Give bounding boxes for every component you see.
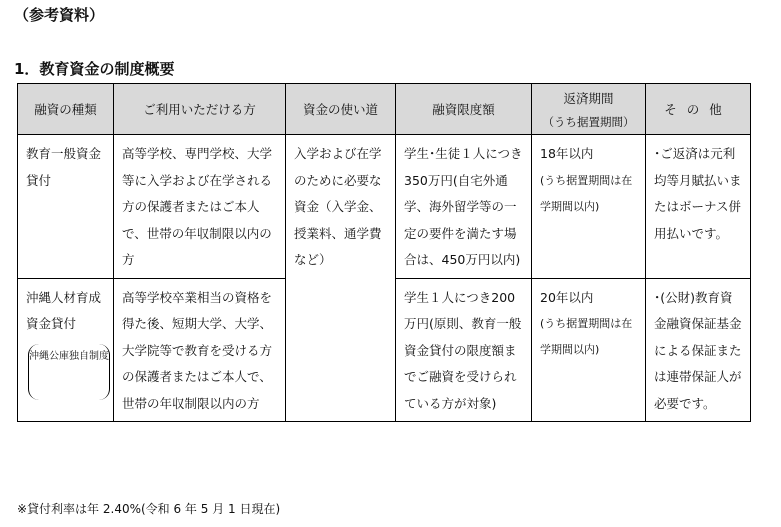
col-header-period	[532, 84, 646, 135]
period-value: 20年以内	[540, 289, 594, 305]
cell-other: ･(公財)教育資金融資保証基金による保証または連帯保証人が必要です。	[646, 278, 751, 422]
table-row	[18, 135, 751, 279]
cell-period	[532, 278, 646, 422]
col-header-period-sub: （うち据置期間）	[542, 114, 635, 129]
cell-type: 教育一般資金貸付	[18, 135, 114, 279]
table-header-row	[18, 84, 751, 135]
col-header-eligible: ご利用いただける方	[114, 84, 286, 135]
cell-limit: 学生１人につき200万円(原則、教育一般資金貸付の限度額までご融資を受けられている方が対象)	[396, 278, 532, 422]
cell-type	[18, 278, 114, 422]
cell-period	[532, 135, 646, 279]
col-header-limit: 融資限度額	[396, 84, 532, 135]
loan-type-name: 沖縄人材育成資金貸付	[26, 289, 102, 331]
period-note: (うち据置期間は在学期間以内)	[540, 173, 633, 213]
page-header: （参考資料）	[14, 6, 105, 24]
loan-type-note: 沖縄公庫独自制度	[28, 344, 110, 400]
cell-other: ･ご返済は元利均等月賦払いまたはボーナス併用払いです。	[646, 135, 751, 279]
period-value: 18年以内	[540, 146, 594, 161]
col-header-type: 融資の種類	[18, 84, 114, 135]
cell-limit: 学生･生徒１人につき350万円(自宅外通学、海外留学等の一定の要件を満たす場合は、450万円以内)	[396, 135, 532, 279]
cell-usage: 入学および在学のために必要な資金（入学金、授業料、通学費など）	[286, 135, 396, 422]
loan-overview-table	[17, 83, 751, 422]
footnote: ※貸付利率は年 2.40%(令和 6 年 5 月 1 日現在)	[17, 502, 281, 516]
period-note: (うち据置期間は在学期間以内)	[540, 317, 633, 356]
col-header-other: その他	[646, 84, 751, 135]
cell-eligible: 高等学校卒業相当の資格を得た後、短期大学、大学、大学院等で教育を受ける方の保護者またはご本人で、世帯の年収制限以内の方	[114, 278, 286, 422]
cell-eligible: 高等学校、専門学校、大学等に入学および在学される方の保護者またはご本人で、世帯の年収制限以内の方	[114, 135, 286, 279]
section-title: 1．教育資金の制度概要	[14, 60, 175, 78]
col-header-period-label: 返済期間	[563, 90, 614, 106]
col-header-usage: 資金の使い道	[286, 84, 396, 135]
